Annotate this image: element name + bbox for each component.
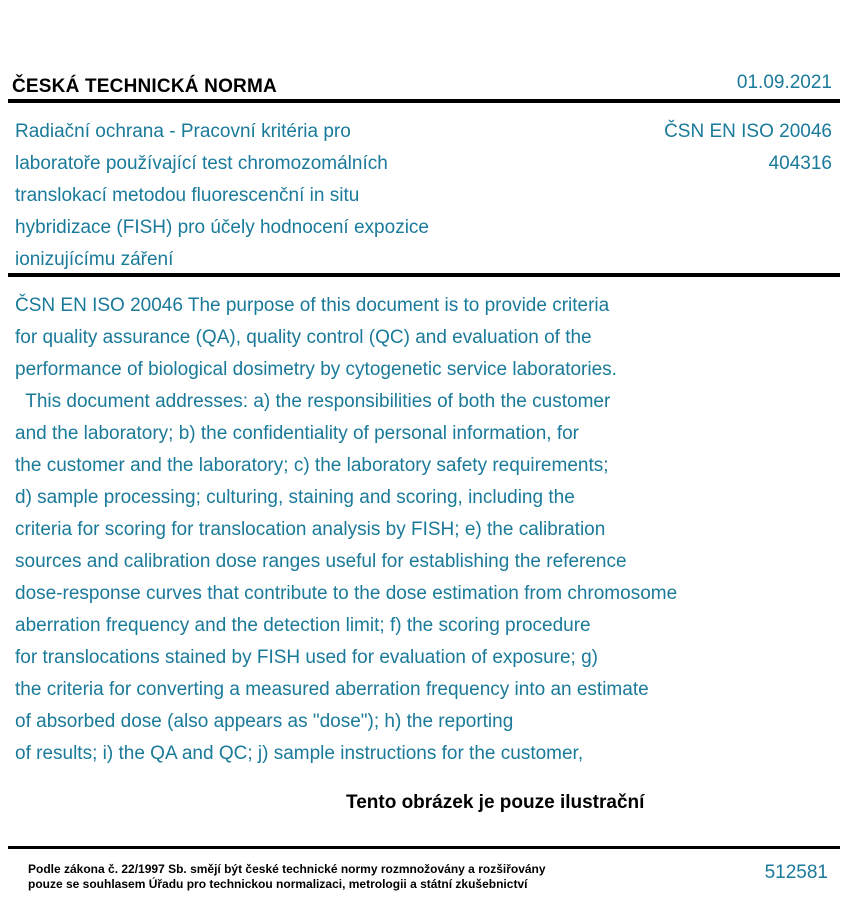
standard-number: ČSN EN ISO 20046 (664, 121, 832, 142)
publication-date: 01.09.2021 (736, 72, 832, 93)
abstract-line: for quality assurance (QA), quality control (QC) and evaluation of the (15, 327, 592, 348)
abstract-line: the customer and the laboratory; c) the laboratory safety requirements; (15, 455, 609, 476)
abstract-line: the criteria for converting a measured aberration frequency into an estimate (15, 679, 649, 700)
title-line: Radiační ochrana - Pracovní kritéria pro (15, 121, 351, 142)
standard-identifiers (664, 116, 832, 180)
title-line: translokací metodou fluorescenční in situ (15, 185, 360, 206)
abstract-line: criteria for scoring for translocation analysis by FISH; e) the calibration (15, 519, 606, 540)
abstract-line: dose-response curves that contribute to the dose estimation from chromosome (15, 583, 678, 604)
footer-divider (8, 846, 840, 849)
abstract-line: performance of biological dosimetry by cytogenetic service laboratories. (15, 359, 617, 380)
copyright-notice (28, 862, 546, 892)
abstract-line: d) sample processing; culturing, staining and scoring, including the (15, 487, 575, 508)
document-title (15, 116, 535, 276)
abstract-line: for translocations stained by FISH used for evaluation of exposure; g) (15, 647, 598, 668)
title-line: laboratoře používající test chromozomálních (15, 153, 388, 174)
title-line: hybridizace (FISH) pro účely hodnocení expozice (15, 217, 429, 238)
abstract-line: of results; i) the QA and QC; j) sample instructions for the customer, (15, 743, 584, 764)
header-divider (8, 99, 840, 103)
abstract-line: aberration frequency and the detection limit; f) the scoring procedure (15, 615, 591, 636)
title-line: ionizujícímu záření (15, 249, 174, 270)
copyright-line: Podle zákona č. 22/1997 Sb. smějí být české technické normy rozmnožovány a rozšiřovány (28, 862, 546, 876)
abstract-line: ČSN EN ISO 20046 The purpose of this document is to provide criteria (15, 295, 610, 316)
document-header-title: ČESKÁ TECHNICKÁ NORMA (12, 76, 277, 97)
abstract-line: sources and calibration dose ranges useful for establishing the reference (15, 551, 627, 572)
abstract-line: This document addresses: a) the responsibilities of both the customer (15, 391, 611, 412)
class-code: 404316 (768, 153, 832, 174)
title-divider (8, 273, 840, 277)
footer-number: 512581 (764, 862, 828, 883)
abstract-line: of absorbed dose (also appears as "dose"); h) the reporting (15, 711, 514, 732)
illustration-note: Tento obrázek je pouze ilustrační (346, 792, 645, 813)
abstract-text (15, 290, 805, 770)
copyright-line: pouze se souhlasem Úřadu pro technickou normalizaci, metrologii a státní zkušebnictví (28, 877, 528, 891)
abstract-line: and the laboratory; b) the confidentiality of personal information, for (15, 423, 579, 444)
